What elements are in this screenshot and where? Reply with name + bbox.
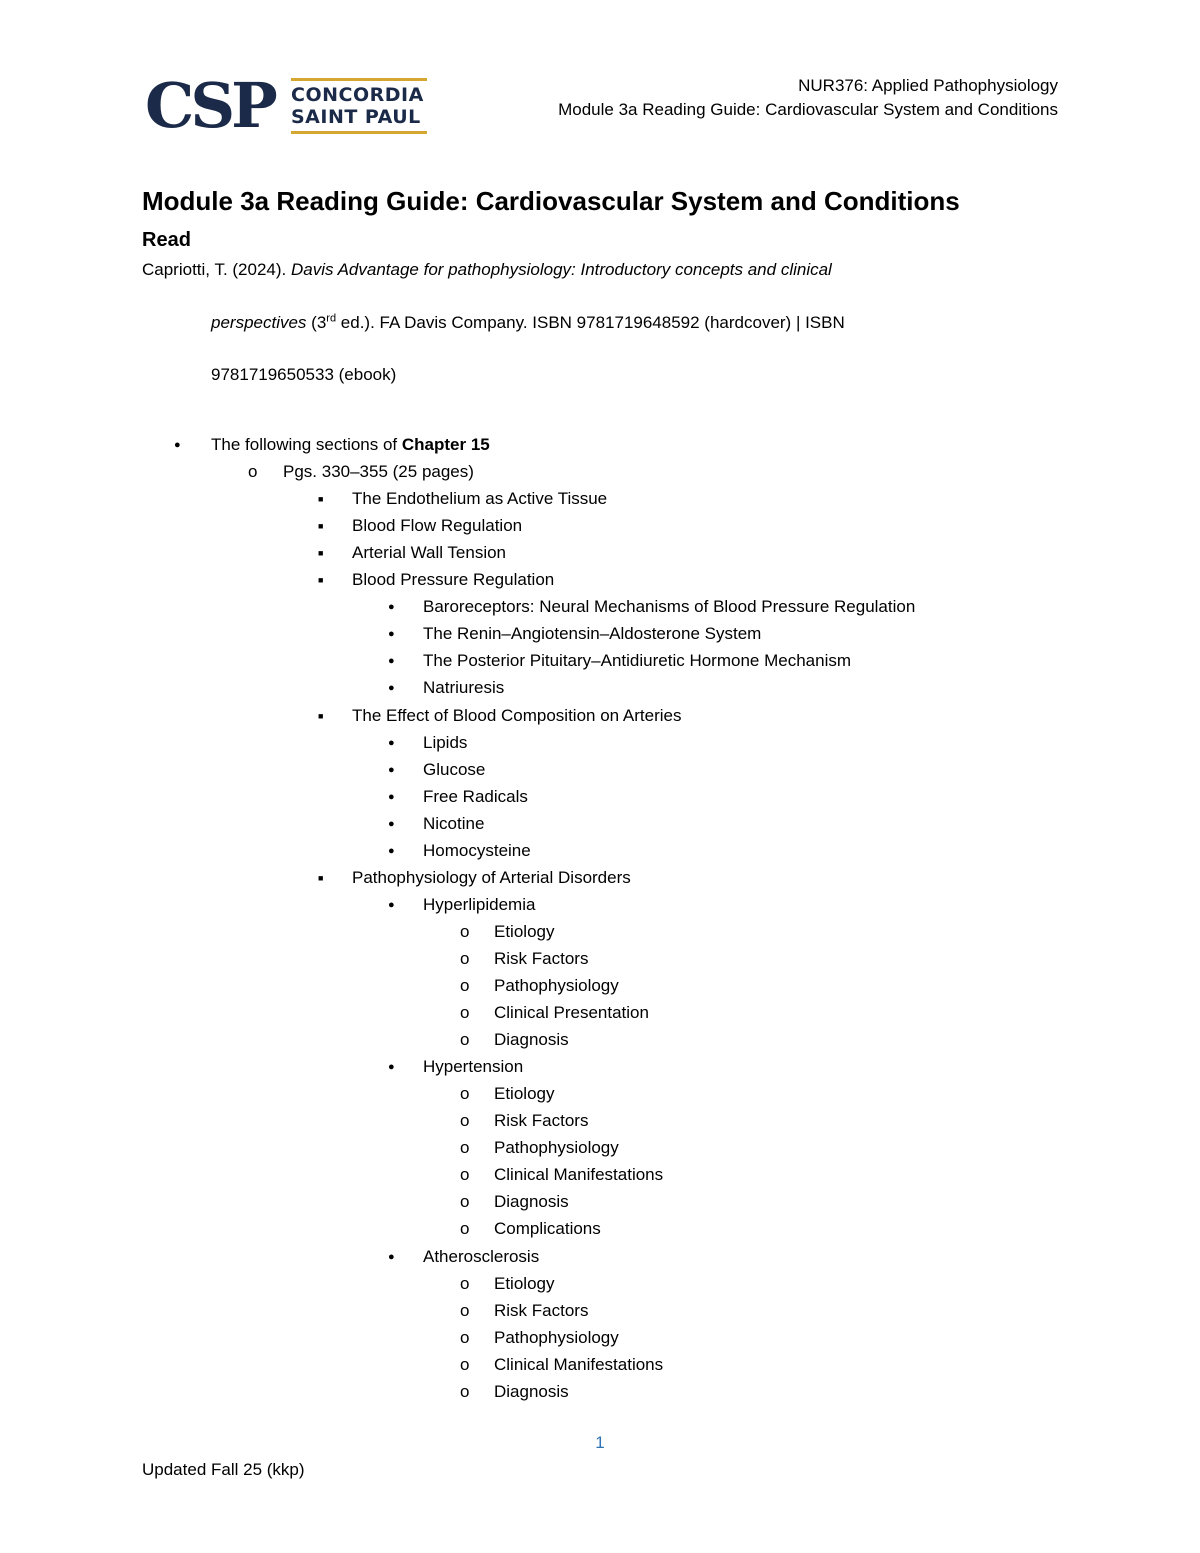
outline-item-level-4: Nicotine — [423, 814, 485, 833]
outline-item-level-5: Pathophysiology — [494, 976, 619, 995]
outline-item-level-4: Glucose — [423, 760, 486, 779]
citation-title-cont: perspectives — [211, 313, 307, 332]
outline-item-level-4: Atherosclerosis — [423, 1247, 540, 1266]
bullet-marker: ■ — [318, 494, 324, 504]
logo-wordmark — [291, 84, 427, 128]
bullet-marker: o — [460, 1274, 470, 1293]
outline-item-level-4: The Posterior Pituitary–Antidiuretic Hormone Mechanism — [423, 651, 852, 670]
outline-item-level-5: Clinical Manifestations — [494, 1165, 664, 1184]
bullet-marker: o — [460, 1219, 470, 1238]
bullet-marker: ● — [174, 439, 181, 451]
bullet-marker: o — [460, 1382, 470, 1401]
page-number: 1 — [595, 1433, 605, 1452]
bullet-marker: o — [460, 1030, 470, 1049]
read-heading: Read — [142, 229, 191, 251]
bullet-marker: ● — [388, 1061, 395, 1073]
outline-item-bold-text: Chapter 15 — [401, 435, 490, 454]
bullet-marker: ■ — [318, 548, 324, 558]
bullet-marker: ■ — [318, 711, 324, 721]
bullet-marker: o — [460, 1301, 470, 1320]
bullet-marker: o — [460, 1111, 470, 1130]
csp-logo — [145, 69, 274, 142]
page-title: Module 3a Reading Guide: Cardiovascular System and Conditions — [142, 186, 960, 216]
citation-title: Davis Advantage for pathophysiology: Introductory concepts and clinical — [290, 260, 832, 279]
outline-item-level-2: Pgs. 330–355 (25 pages) — [283, 462, 474, 481]
bullet-marker: ● — [388, 682, 395, 694]
outline-item-level-4: The Renin–Angiotensin–Aldosterone System — [423, 624, 762, 643]
bullet-marker: ● — [388, 655, 395, 667]
bullet-marker: ■ — [318, 575, 324, 585]
logo-line-concordia: CONCORDIA — [291, 84, 424, 106]
outline-item-level-3: Pathophysiology of Arterial Disorders — [352, 868, 631, 887]
outline-item-level-4: Baroreceptors: Neural Mechanisms of Blood Pressure Regulation — [423, 597, 916, 616]
bullet-marker: ● — [388, 818, 395, 830]
outline-item-level-5: Diagnosis — [494, 1192, 569, 1211]
outline-item-level-5: Etiology — [494, 1274, 555, 1293]
bullet-marker: o — [460, 1192, 470, 1211]
outline-item-level-4: Hyperlipidemia — [423, 895, 536, 914]
bullet-marker: ■ — [318, 873, 324, 883]
bullet-marker: ● — [388, 791, 395, 803]
bullet-marker: o — [460, 949, 470, 968]
footer-updated: Updated Fall 25 (kkp) — [142, 1460, 305, 1479]
header-course: NUR376: Applied Pathophysiology — [798, 76, 1058, 95]
bullet-marker: o — [460, 1084, 470, 1103]
outline-item-level-3: Arterial Wall Tension — [352, 543, 507, 562]
bullet-marker: o — [248, 462, 258, 481]
outline-item-level-5: Clinical Presentation — [494, 1003, 649, 1022]
outline-item-level-5: Etiology — [494, 922, 555, 941]
bullet-marker: ■ — [318, 521, 324, 531]
outline-item-level-5: Clinical Manifestations — [494, 1355, 664, 1374]
outline-item-level-5: Diagnosis — [494, 1030, 569, 1049]
bullet-marker: o — [460, 1355, 470, 1374]
bullet-marker: o — [460, 1003, 470, 1022]
outline-item-level-5: Risk Factors — [494, 949, 589, 968]
outline-item-level-4: Free Radicals — [423, 787, 528, 806]
outline-item-level-5: Pathophysiology — [494, 1138, 619, 1157]
citation-line-2 — [211, 312, 845, 334]
outline-item-level-3: Blood Pressure Regulation — [352, 570, 555, 589]
bullet-marker: o — [460, 1165, 470, 1184]
citation-edition-sup: rd — [326, 312, 337, 325]
bullet-marker: o — [460, 922, 470, 941]
outline-item-level-3: Blood Flow Regulation — [352, 516, 523, 535]
citation-publisher: ed.). FA Davis Company. ISBN 9781719648592 (hardcover) | ISBN — [336, 313, 845, 332]
outline-item-level-3: The Effect of Blood Composition on Arteries — [352, 706, 682, 725]
outline-item-level-1 — [211, 434, 490, 456]
outline-item-level-4: Hypertension — [423, 1057, 524, 1076]
bullet-marker: ● — [388, 737, 395, 749]
citation-line-3 — [211, 364, 396, 386]
outline-item-level-5: Risk Factors — [494, 1301, 589, 1320]
citation-isbn-ebook: 9781719650533 (ebook) — [211, 365, 397, 384]
logo-mark: CSP — [145, 69, 274, 142]
bullet-marker: ● — [388, 899, 395, 911]
bullet-marker: ● — [388, 764, 395, 776]
bullet-marker: ● — [388, 1251, 395, 1263]
outline-item-level-4: Natriuresis — [423, 678, 505, 697]
header-module: Module 3a Reading Guide: Cardiovascular System and Conditions — [558, 100, 1058, 119]
outline-item-level-5: Pathophysiology — [494, 1328, 619, 1347]
bullet-marker: ● — [388, 601, 395, 613]
bullet-marker: o — [460, 976, 470, 995]
citation-author: Capriotti, T. (2024). — [142, 260, 291, 279]
bullet-marker: o — [460, 1138, 470, 1157]
logo-line-saint-paul: SAINT PAUL — [291, 106, 421, 128]
outline-item-level-4: Lipids — [423, 733, 468, 752]
outline-item-text: The following sections of — [211, 435, 402, 454]
outline-item-level-4: Homocysteine — [423, 841, 531, 860]
outline-item-level-3: The Endothelium as Active Tissue — [352, 489, 608, 508]
outline-item-level-5: Complications — [494, 1219, 601, 1238]
bullet-marker: ● — [388, 628, 395, 640]
bullet-marker: ● — [388, 845, 395, 857]
outline-item-level-5: Risk Factors — [494, 1111, 589, 1130]
outline-item-level-5: Etiology — [494, 1084, 555, 1103]
citation-line-1 — [142, 259, 832, 281]
outline-item-level-5: Diagnosis — [494, 1382, 569, 1401]
bullet-marker: o — [460, 1328, 470, 1347]
running-header — [558, 74, 1058, 122]
citation-edition-open: (3 — [306, 313, 327, 332]
